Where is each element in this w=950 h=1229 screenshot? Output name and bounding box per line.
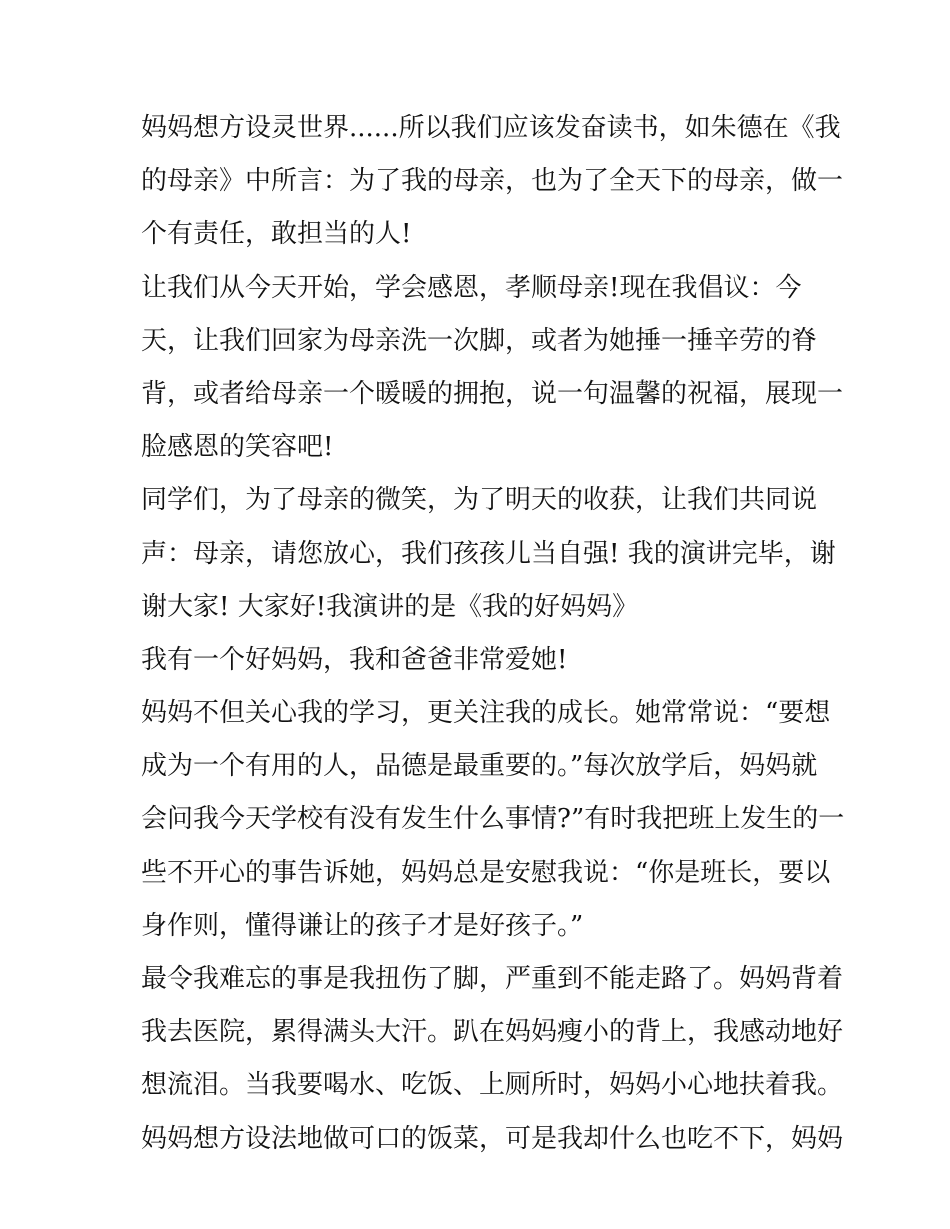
text-line: 谢大家! 大家好!我演讲的是《我的好妈妈》: [141, 591, 639, 622]
text-line: 背，或者给母亲一个暖暖的拥抱，说一句温馨的祝福，展现一: [141, 378, 844, 409]
text-line: 妈妈不但关心我的学习，更关注我的成长。她常常说：“要想: [141, 698, 831, 729]
text-line: 我有一个好妈妈，我和爸爸非常爱她!: [141, 644, 568, 675]
text-line: 想流泪。当我要喝水、吃饭、上厕所时，妈妈小心地扶着我。: [141, 1070, 844, 1101]
text-line: 同学们，为了母亲的微笑，为了明天的收获，让我们共同说: [141, 485, 818, 516]
text-line: 些不开心的事告诉她，妈妈总是安慰我说：“你是班长，要以: [141, 857, 831, 888]
text-line: 我去医院，累得满头大汗。趴在妈妈瘦小的背上，我感动地好: [141, 1017, 844, 1048]
document-body: [141, 102, 845, 1166]
text-line: 的母亲》中所言：为了我的母亲，也为了全天下的母亲，做一: [141, 166, 844, 197]
text-line: 身作则，懂得谦让的孩子才是好孩子。”: [141, 910, 584, 941]
text-line: 个有责任，敢担当的人!: [141, 219, 412, 250]
text-line: 会问我今天学校有没有发生什么事情?”有时我把班上发生的一: [141, 804, 845, 835]
text-line: 天，让我们回家为母亲洗一次脚，或者为她捶一捶辛劳的脊: [141, 325, 818, 356]
text-line: 让我们从今天开始，学会感恩，孝顺母亲!现在我倡议：今: [141, 272, 802, 303]
text-line: 声：母亲，请您放心，我们孩孩儿当自强! 我的演讲完毕，谢: [141, 538, 836, 569]
text-line: 成为一个有用的人，品德是最重要的。”每次放学后，妈妈就: [141, 751, 818, 782]
text-line: 最令我难忘的事是我扭伤了脚，严重到不能走路了。妈妈背着: [141, 964, 844, 994]
text-line: 妈妈想方设法地做可口的饭菜，可是我却什么也吃不下，妈妈: [141, 1123, 844, 1154]
text-line: 脸感恩的笑容吧!: [141, 432, 334, 463]
text-line: 妈妈想方设灵世界......所以我们应该发奋读书，如朱德在《我: [141, 113, 841, 143]
